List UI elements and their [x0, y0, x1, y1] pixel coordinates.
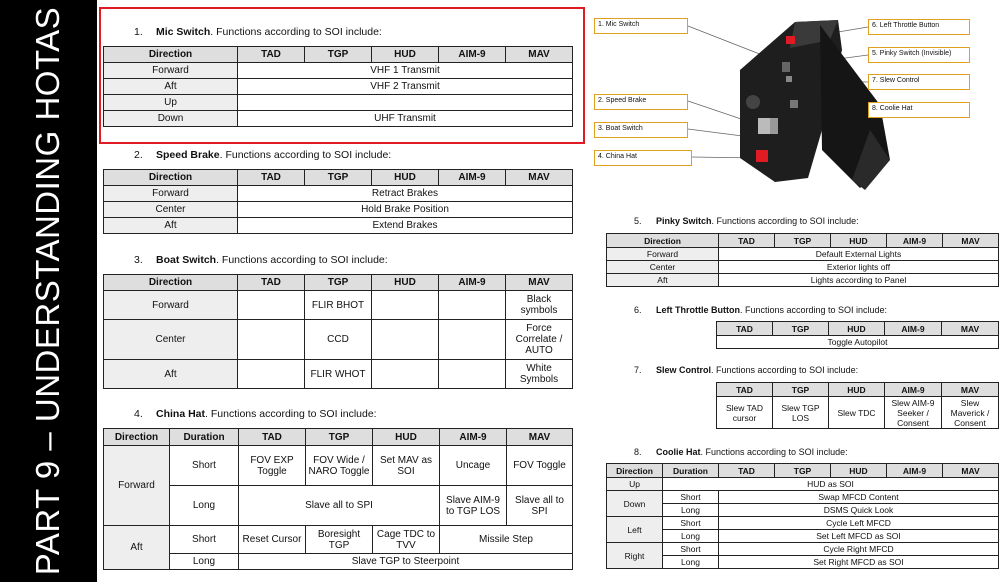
header-hud: HUD — [831, 234, 887, 248]
table-row — [607, 530, 999, 543]
direction-cell: Forward — [104, 446, 170, 526]
direction-cell: Aft — [104, 526, 170, 570]
header-mav: MAV — [507, 429, 573, 446]
direction-cell: Up — [104, 95, 238, 111]
tad-cell: Slew TAD cursor — [717, 397, 773, 429]
mav-cell: Slew Maverick / Consent — [942, 397, 999, 429]
function-cell: Cycle Left MFCD — [719, 517, 999, 530]
header-aim9: AIM-9 — [439, 170, 506, 186]
table-row — [717, 397, 999, 429]
function-cell: Exterior lights off — [719, 261, 999, 274]
table-row — [104, 218, 573, 234]
function-cell: Retract Brakes — [238, 186, 573, 202]
hud-cell: Cage TDC to TVV — [373, 526, 440, 554]
header-tad: TAD — [717, 383, 773, 397]
header-aim9: AIM-9 — [887, 234, 943, 248]
function-cell: Cycle Right MFCD — [719, 543, 999, 556]
callout-coolie-hat: 8. Coolie Hat — [868, 102, 970, 118]
header-mav: MAV — [506, 275, 573, 291]
function-cell: Slave TGP to Steerpoint — [239, 554, 573, 570]
table-row — [607, 556, 999, 569]
duration-cell: Long — [663, 530, 719, 543]
sidebar-title: PART 9 – UNDERSTANDING HOTAS — [29, 6, 66, 576]
direction-cell: Aft — [104, 218, 238, 234]
pinky-switch-table — [606, 233, 999, 287]
tgp-cell: CCD — [305, 320, 372, 360]
callout-boat-switch: 3. Boat Switch — [594, 122, 688, 138]
header-tgp: TGP — [305, 170, 372, 186]
header-hud: HUD — [829, 322, 885, 336]
direction-cell: Center — [104, 320, 238, 360]
header-hud: HUD — [372, 275, 439, 291]
header-hud: HUD — [372, 47, 439, 63]
table-row — [607, 543, 999, 556]
table-row — [104, 320, 573, 360]
mav-cell: FOV Toggle — [507, 446, 573, 486]
header-mav: MAV — [942, 383, 999, 397]
header-tgp: TGP — [306, 429, 373, 446]
aim9-cell: Slew AIM-9 Seeker / Consent — [885, 397, 942, 429]
table-row — [104, 360, 573, 389]
hud-cell: Slew TDC — [829, 397, 885, 429]
duration-cell: Long — [170, 486, 239, 526]
slave-cell: Slave all to SPI — [239, 486, 440, 526]
mav-cell: Slave all to SPI — [507, 486, 573, 526]
callout-slew-control: 7. Slew Control — [868, 74, 970, 90]
direction-cell: Left — [607, 517, 663, 543]
direction-cell: Down — [104, 111, 238, 127]
sidebar — [0, 0, 97, 582]
aim9-cell: Slave AIM-9 to TGP LOS — [440, 486, 507, 526]
header-direction: Direction — [104, 429, 170, 446]
header-aim9: AIM-9 — [885, 383, 942, 397]
tgp-cell: Boresight TGP — [306, 526, 373, 554]
direction-cell: Right — [607, 543, 663, 569]
tad-cell: FOV EXP Toggle — [239, 446, 306, 486]
aim9-cell: Uncage — [440, 446, 507, 486]
header-direction: Direction — [104, 275, 238, 291]
callout-pinky-switch: 5. Pinky Switch (Invisible) — [868, 47, 970, 63]
coolie-hat-table — [606, 463, 999, 569]
table-row — [607, 478, 999, 491]
slew-control-table — [716, 382, 999, 429]
header-aim9: AIM-9 — [885, 322, 942, 336]
tgp-cell: FOV Wide / NARO Toggle — [306, 446, 373, 486]
table-row — [607, 274, 999, 287]
header-tad: TAD — [238, 170, 305, 186]
highlight-box — [99, 7, 585, 144]
header-tad: TAD — [238, 47, 305, 63]
table-row — [717, 336, 999, 349]
left-throttle-button-table — [716, 321, 999, 349]
speed-brake-table — [103, 169, 573, 234]
direction-cell: Forward — [104, 291, 238, 320]
mav-cell: Black symbols — [506, 291, 573, 320]
mav-cell: Force Correlate / AUTO — [506, 320, 573, 360]
header-duration: Duration — [170, 429, 239, 446]
header-direction: Direction — [104, 47, 238, 63]
table-row — [104, 554, 573, 570]
header-aim9: AIM-9 — [887, 464, 943, 478]
duration-cell: Long — [663, 504, 719, 517]
table-row — [104, 186, 573, 202]
direction-cell: Aft — [104, 79, 238, 95]
header-tgp: TGP — [773, 322, 829, 336]
header-mav: MAV — [942, 322, 999, 336]
function-cell: VHF 2 Transmit — [238, 79, 573, 95]
duration-cell: Long — [663, 556, 719, 569]
function-cell: Extend Brakes — [238, 218, 573, 234]
table-row — [104, 202, 573, 218]
table-row — [607, 491, 999, 504]
direction-cell: Center — [104, 202, 238, 218]
function-cell: VHF 1 Transmit — [238, 63, 573, 79]
callout-left-throttle-button: 6. Left Throttle Button — [868, 19, 970, 35]
section-title-speed-brake: 2. Speed Brake. Functions according to SOI include: — [134, 149, 392, 161]
header-aim9: AIM-9 — [439, 275, 506, 291]
table-row — [607, 504, 999, 517]
missile-step-cell: Missile Step — [440, 526, 573, 554]
tad-cell: Reset Cursor — [239, 526, 306, 554]
header-tad: TAD — [719, 464, 775, 478]
function-cell: Swap MFCD Content — [719, 491, 999, 504]
function-cell: HUD as SOI — [663, 478, 999, 491]
callout-mic-switch: 1. Mic Switch — [594, 18, 688, 34]
header-direction: Direction — [607, 234, 719, 248]
china-hat-table — [103, 428, 573, 570]
duration-cell: Short — [170, 526, 239, 554]
header-direction: Direction — [104, 170, 238, 186]
hotas-throttle-image — [590, 10, 998, 192]
duration-cell: Short — [663, 543, 719, 556]
tgp-cell: Slew TGP LOS — [773, 397, 829, 429]
section-title-china-hat: 4. China Hat. Functions according to SOI include: — [134, 408, 377, 420]
function-cell: Set Left MFCD as SOI — [719, 530, 999, 543]
table-row — [104, 526, 573, 554]
table-row — [104, 291, 573, 320]
function-cell: Lights according to Panel — [719, 274, 999, 287]
header-hud: HUD — [831, 464, 887, 478]
direction-cell: Center — [607, 261, 719, 274]
callout-china-hat: 4. China Hat — [594, 150, 692, 166]
table-row — [104, 486, 573, 526]
function-cell: Set Right MFCD as SOI — [719, 556, 999, 569]
header-mav: MAV — [506, 170, 573, 186]
direction-cell: Down — [607, 491, 663, 517]
header-tad: TAD — [239, 429, 306, 446]
header-tgp: TGP — [775, 464, 831, 478]
duration-cell: Short — [663, 517, 719, 530]
section-title-left-throttle-button: 6. Left Throttle Button. Functions according to SOI include: — [634, 305, 888, 315]
direction-cell: Forward — [104, 63, 238, 79]
table-row — [607, 517, 999, 530]
header-hud: HUD — [829, 383, 885, 397]
duration-cell: Short — [663, 491, 719, 504]
function-cell: Toggle Autopilot — [717, 336, 999, 349]
header-mav: MAV — [943, 464, 999, 478]
header-tad: TAD — [719, 234, 775, 248]
header-hud: HUD — [373, 429, 440, 446]
function-cell: DSMS Quick Look — [719, 504, 999, 517]
hud-cell: Set MAV as SOI — [373, 446, 440, 486]
direction-cell: Aft — [607, 274, 719, 287]
duration-cell: Short — [170, 446, 239, 486]
header-tgp: TGP — [305, 275, 372, 291]
callout-speed-brake: 2. Speed Brake — [594, 94, 688, 110]
section-title-coolie-hat: 8. Coolie Hat. Functions according to SOI include: — [634, 447, 848, 457]
header-aim9: AIM-9 — [439, 47, 506, 63]
header-hud: HUD — [372, 170, 439, 186]
direction-cell: Forward — [607, 248, 719, 261]
table-row — [607, 248, 999, 261]
mav-cell: White Symbols — [506, 360, 573, 389]
header-mav: MAV — [943, 234, 999, 248]
section-title-slew-control: 7. Slew Control. Functions according to SOI include: — [634, 365, 859, 375]
tgp-cell: FLIR WHOT — [305, 360, 372, 389]
function-cell: Hold Brake Position — [238, 202, 573, 218]
header-duration: Duration — [663, 464, 719, 478]
header-tgp: TGP — [775, 234, 831, 248]
direction-cell: Forward — [104, 186, 238, 202]
header-direction: Direction — [607, 464, 663, 478]
header-tgp: TGP — [773, 383, 829, 397]
tgp-cell: FLIR BHOT — [305, 291, 372, 320]
table-row — [607, 261, 999, 274]
header-tad: TAD — [238, 275, 305, 291]
section-title-mic: 1. Mic Switch. Functions according to SOI include: — [134, 26, 382, 38]
header-tgp: TGP — [305, 47, 372, 63]
header-tad: TAD — [717, 322, 773, 336]
section-title-pinky-switch: 5. Pinky Switch. Functions according to SOI include: — [634, 216, 859, 226]
table-row — [104, 446, 573, 486]
header-aim9: AIM-9 — [440, 429, 507, 446]
section-title-boat-switch: 3. Boat Switch. Functions according to SOI include: — [134, 254, 388, 266]
function-cell: UHF Transmit — [238, 111, 573, 127]
direction-cell: Aft — [104, 360, 238, 389]
direction-cell: Up — [607, 478, 663, 491]
function-cell: Default External Lights — [719, 248, 999, 261]
boat-switch-table — [103, 274, 573, 389]
duration-cell: Long — [170, 554, 239, 570]
header-mav: MAV — [506, 47, 573, 63]
